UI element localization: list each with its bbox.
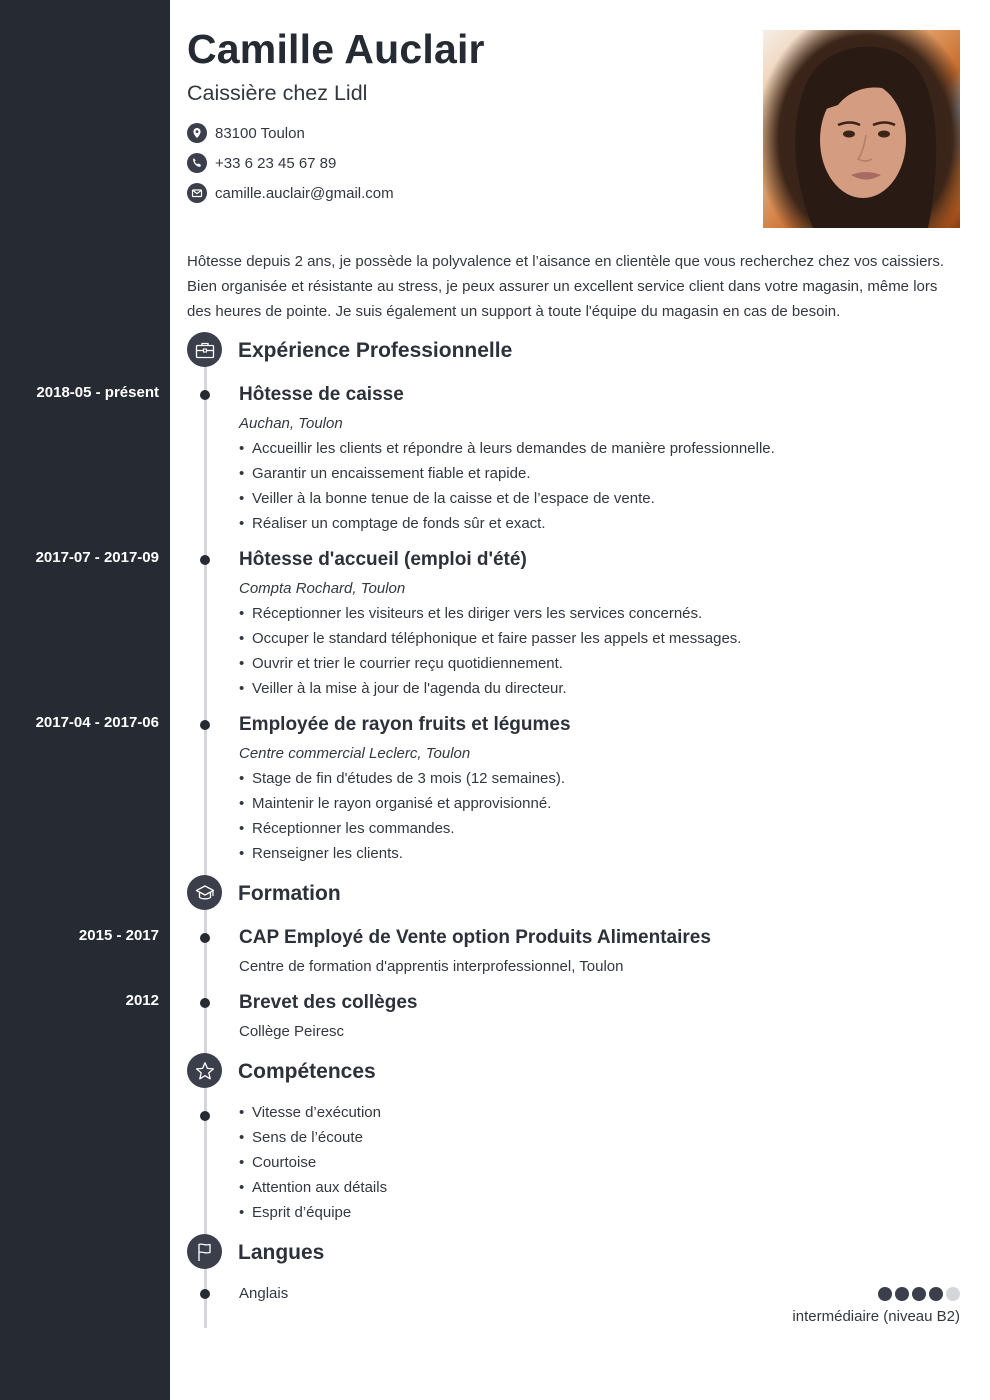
timeline-dot	[200, 720, 210, 730]
education-institution: Centre de formation d'apprentis interprofessionnel, Toulon	[239, 958, 624, 975]
address-text: 83100 Toulon	[215, 124, 305, 142]
experience-employer: Auchan, Toulon	[239, 415, 343, 432]
bullet-item: • Réceptionner les visiteurs et les diriger vers les services concernés.	[239, 601, 741, 626]
education-date: 2015 - 2017	[78, 927, 159, 944]
skill-item: • Vitesse d’exécution	[239, 1100, 387, 1125]
star-icon	[187, 1053, 222, 1088]
experience-employer: Centre commercial Leclerc, Toulon	[239, 745, 471, 762]
experience-date: 2017-07 - 2017-09	[35, 549, 159, 566]
contact-email	[187, 183, 394, 203]
bullet-item: • Accueillir les clients et répondre à leurs demandes de manière professionnelle.	[239, 436, 775, 461]
timeline-dot	[200, 1289, 210, 1299]
timeline-dot	[200, 555, 210, 565]
experience-title: Hôtesse de caisse	[239, 384, 404, 405]
section-title-skills: Compétences	[238, 1060, 376, 1083]
experience-title: Employée de rayon fruits et légumes	[239, 714, 571, 735]
skill-item: • Attention aux détails	[239, 1175, 387, 1200]
experience-bullets	[239, 436, 775, 536]
phone-icon	[187, 153, 207, 173]
briefcase-icon	[187, 332, 222, 367]
skill-item: • Courtoise	[239, 1150, 387, 1175]
bullet-item: • Ouvrir et trier le courrier reçu quotidiennement.	[239, 651, 741, 676]
section-title-languages: Langues	[238, 1241, 325, 1264]
bullet-item: • Veiller à la bonne tenue de la caisse et de l’espace de vente.	[239, 486, 775, 511]
education-institution: Collège Peiresc	[239, 1023, 345, 1040]
bullet-item: • Veiller à la mise à jour de l'agenda du directeur.	[239, 676, 741, 701]
phone-text[interactable]: +33 6 23 45 67 89	[215, 154, 337, 172]
skill-item: • Esprit d’équipe	[239, 1200, 387, 1225]
language-level: intermédiaire (niveau B2)	[792, 1308, 960, 1325]
graduation-cap-icon	[187, 875, 222, 910]
skills-list	[239, 1100, 387, 1225]
section-title-experience: Expérience Professionnelle	[238, 339, 513, 362]
experience-bullets	[239, 601, 741, 701]
timeline-dot	[200, 390, 210, 400]
timeline-dot	[200, 1111, 210, 1121]
flag-icon	[187, 1234, 222, 1269]
contact-address	[187, 123, 305, 143]
profile-photo	[763, 30, 960, 228]
bullet-item: • Stage de fin d'études de 3 mois (12 semaines).	[239, 766, 565, 791]
email-text[interactable]: camille.auclair@gmail.com	[215, 184, 394, 202]
rating-dot-filled	[929, 1287, 943, 1301]
experience-date: 2017-04 - 2017-06	[35, 714, 159, 731]
education-title: Brevet des collèges	[239, 992, 418, 1013]
rating-dot-filled	[912, 1287, 926, 1301]
experience-date: 2018-05 - présent	[36, 384, 159, 401]
timeline-line	[204, 366, 207, 1328]
experience-title: Hôtesse d'accueil (emploi d'été)	[239, 549, 527, 570]
language-name: Anglais	[239, 1285, 289, 1302]
contact-phone	[187, 153, 336, 173]
rating-dot-filled	[878, 1287, 892, 1301]
experience-employer: Compta Rochard, Toulon	[239, 580, 406, 597]
candidate-name: Camille Auclair	[187, 26, 485, 72]
timeline-dot	[200, 933, 210, 943]
email-icon	[187, 183, 207, 203]
bullet-item: • Occuper le standard téléphonique et faire passer les appels et messages.	[239, 626, 741, 651]
section-title-education: Formation	[238, 882, 341, 905]
bullet-item: • Garantir un encaissement fiable et rapide.	[239, 461, 775, 486]
timeline-dot	[200, 998, 210, 1008]
bullet-item: • Maintenir le rayon organisé et approvisionné.	[239, 791, 565, 816]
job-title: Caissière chez Lidl	[187, 81, 368, 105]
experience-bullets	[239, 766, 565, 866]
language-rating	[878, 1287, 960, 1301]
bullet-item: • Réceptionner les commandes.	[239, 816, 565, 841]
bullet-item: • Réaliser un comptage de fonds sûr et exact.	[239, 511, 775, 536]
education-title: CAP Employé de Vente option Produits Alimentaires	[239, 927, 711, 948]
rating-dot-empty	[946, 1287, 960, 1301]
left-sidebar	[0, 0, 170, 1400]
education-date: 2012	[125, 992, 159, 1009]
rating-dot-filled	[895, 1287, 909, 1301]
skill-item: • Sens de l’écoute	[239, 1125, 387, 1150]
bullet-item: • Renseigner les clients.	[239, 841, 565, 866]
location-pin-icon	[187, 123, 207, 143]
profile-summary: Hôtesse depuis 2 ans, je possède la polyvalence et l’aisance en clientèle que vous recherchez chez vos caissiers. Bien organisée et résistante au stress, je peux assurer un excellent service client dans votre magasin, même lors des heures de pointe. Je suis également un support à toute l'équipe du magasin en cas de besoin.	[187, 253, 945, 320]
